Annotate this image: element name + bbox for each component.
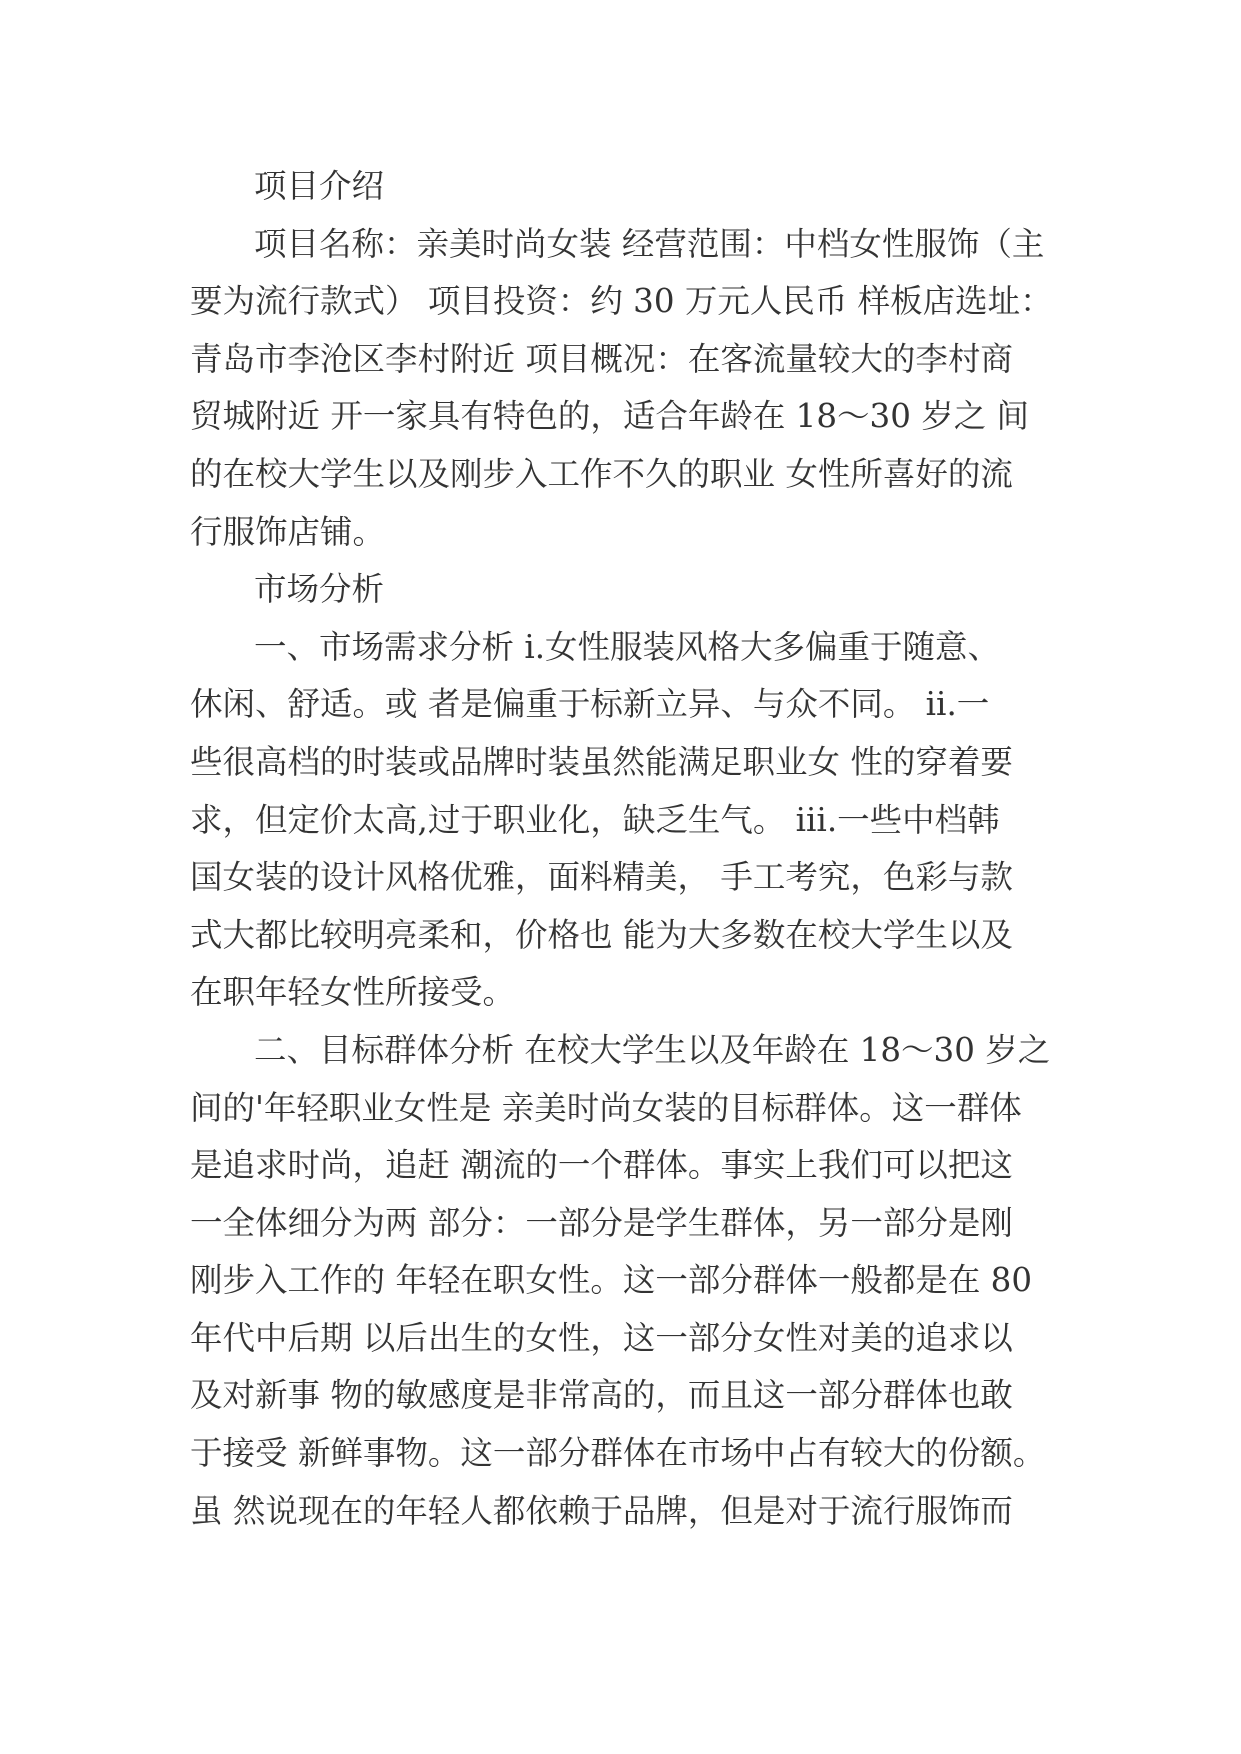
text-line: 式大都比较明亮柔和，价格也 能为大多数在校大学生以及 xyxy=(190,915,1013,954)
text-line: 的在校大学生以及刚步入工作不久的职业 女性所喜好的流 xyxy=(190,454,1013,493)
text-line: 青岛市李沧区李村附近 项目概况：在客流量较大的李村商 xyxy=(190,339,1013,378)
text-line: 休闲、舒适。或 者是偏重于标新立异、与众不同。 ⅱ.一 xyxy=(190,685,990,724)
text-line: 是追求时尚，追赶 潮流的一个群体。事实上我们可以把这 xyxy=(190,1146,1013,1185)
text-line: 虽 然说现在的年轻人都依赖于品牌，但是对于流行服饰而 xyxy=(190,1491,1013,1530)
text-line: 于接受 新鲜事物。这一部分群体在市场中占有较大的份额。 xyxy=(190,1434,1046,1473)
document-body xyxy=(190,158,1070,1540)
text-line: 年代中后期 以后出生的女性，这一部分女性对美的追求以 xyxy=(190,1318,1013,1357)
text-line: 项目名称：亲美时尚女装 经营范围：中档女性服饰（主 xyxy=(254,224,1045,263)
text-line: 二、目标群体分析 在校大学生以及年龄在 18～30 岁之 xyxy=(254,1030,1051,1069)
text-line: 一、市场需求分析 ⅰ.女性服装风格大多偏重于随意、 xyxy=(254,627,1001,666)
text-line: 间的'年轻职业女性是 亲美时尚女装的目标群体。这一群体 xyxy=(190,1088,1022,1127)
text-line: 贸城附近 开一家具有特色的，适合年龄在 18～30 岁之 间 xyxy=(190,397,1030,436)
text-line: 市场分析 xyxy=(254,570,385,609)
text-line: 国女装的设计风格优雅，面料精美， 手工考究，色彩与款 xyxy=(190,858,1013,897)
text-line: 一全体细分为两 部分：一部分是学生群体，另一部分是刚 xyxy=(190,1203,1013,1242)
text-line: 求，但定价太高,过于职业化，缺乏生气。 ⅲ.一些中档韩 xyxy=(190,800,1000,839)
text-line: 在职年轻女性所接受。 xyxy=(190,973,516,1012)
text-line: 项目介绍 xyxy=(254,167,385,205)
text-line: 些很高档的时装或品牌时装虽然能满足职业女 性的穿着要 xyxy=(190,742,1013,781)
text-line: 刚步入工作的 年轻在职女性。这一部分群体一般都是在 80 xyxy=(190,1261,1033,1300)
text-line: 要为流行款式） 项目投资：约 30 万元人民币 样板店选址： xyxy=(190,282,1053,321)
text-line: 及对新事 物的敏感度是非常高的，而且这一部分群体也敢 xyxy=(190,1376,1013,1415)
text-line: 行服饰店铺。 xyxy=(190,512,386,551)
